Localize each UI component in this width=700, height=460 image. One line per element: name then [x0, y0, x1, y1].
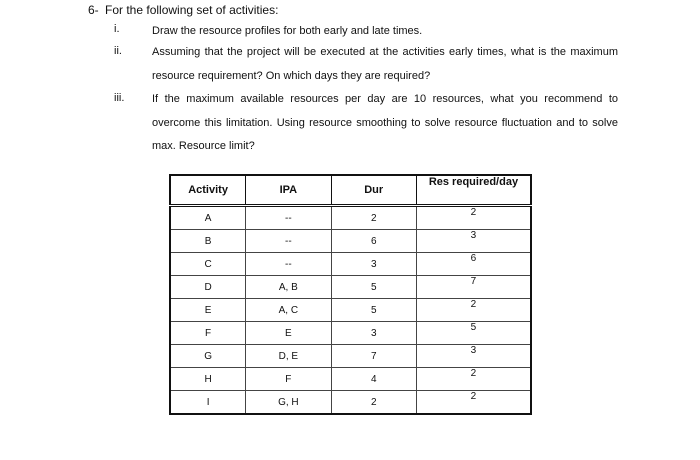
- cell-ipa: --: [246, 230, 331, 253]
- item-text: Assuming that the project will be executed at the activities early times, what is the maximum resource requirement? On which days they are required?: [152, 46, 618, 82]
- item-numeral: iii.: [114, 92, 125, 104]
- cell-activity: E: [170, 299, 246, 322]
- cell-ipa: E: [246, 322, 331, 345]
- cell-res: 2: [416, 368, 531, 391]
- cell-activity: A: [170, 206, 246, 230]
- cell-dur: 3: [331, 322, 416, 345]
- cell-activity: C: [170, 253, 246, 276]
- cell-res: 3: [416, 345, 531, 368]
- table-row: [170, 368, 531, 391]
- table-row: [170, 253, 531, 276]
- cell-res: 2: [416, 299, 531, 322]
- cell-activity: I: [170, 391, 246, 415]
- header-activity: Activity: [170, 175, 246, 206]
- cell-ipa: --: [246, 206, 331, 230]
- question-heading: [88, 2, 278, 18]
- item-text: Draw the resource profiles for both early and late times.: [152, 25, 423, 37]
- cell-ipa: --: [246, 253, 331, 276]
- table-row: [170, 345, 531, 368]
- cell-dur: 5: [331, 276, 416, 299]
- cell-ipa: A, B: [246, 276, 331, 299]
- cell-res: 7: [416, 276, 531, 299]
- table-row: [170, 299, 531, 322]
- cell-dur: 6: [331, 230, 416, 253]
- cell-dur: 7: [331, 345, 416, 368]
- header-dur: Dur: [331, 175, 416, 206]
- cell-ipa: A, C: [246, 299, 331, 322]
- cell-res: 2: [416, 391, 531, 415]
- cell-res: 2: [416, 206, 531, 230]
- cell-res: 5: [416, 322, 531, 345]
- question-title: For the following set of activities:: [105, 3, 279, 17]
- question-number: 6-: [88, 3, 99, 17]
- header-res-required: Res required/day: [416, 175, 531, 206]
- cell-activity: H: [170, 368, 246, 391]
- table-row: [170, 322, 531, 345]
- cell-ipa: D, E: [246, 345, 331, 368]
- item-text: If the maximum available resources per day are 10 resources, what you recommend to overcome this limitation. Using resource smoothing to solve resource fluctuation and to solve max. Resource limit?: [152, 93, 618, 152]
- table-row: [170, 276, 531, 299]
- activity-table: [169, 174, 532, 415]
- cell-dur: 2: [331, 206, 416, 230]
- cell-ipa: F: [246, 368, 331, 391]
- cell-ipa: G, H: [246, 391, 331, 415]
- header-ipa: IPA: [246, 175, 331, 206]
- cell-dur: 5: [331, 299, 416, 322]
- table-row: [170, 391, 531, 415]
- cell-activity: F: [170, 322, 246, 345]
- cell-activity: D: [170, 276, 246, 299]
- cell-dur: 4: [331, 368, 416, 391]
- cell-res: 6: [416, 253, 531, 276]
- table-row: [170, 206, 531, 230]
- cell-activity: G: [170, 345, 246, 368]
- table-row: [170, 230, 531, 253]
- table-header-row: [170, 175, 531, 206]
- cell-dur: 2: [331, 391, 416, 415]
- item-numeral: i.: [114, 23, 120, 35]
- item-numeral: ii.: [114, 45, 122, 57]
- cell-activity: B: [170, 230, 246, 253]
- cell-dur: 3: [331, 253, 416, 276]
- cell-res: 3: [416, 230, 531, 253]
